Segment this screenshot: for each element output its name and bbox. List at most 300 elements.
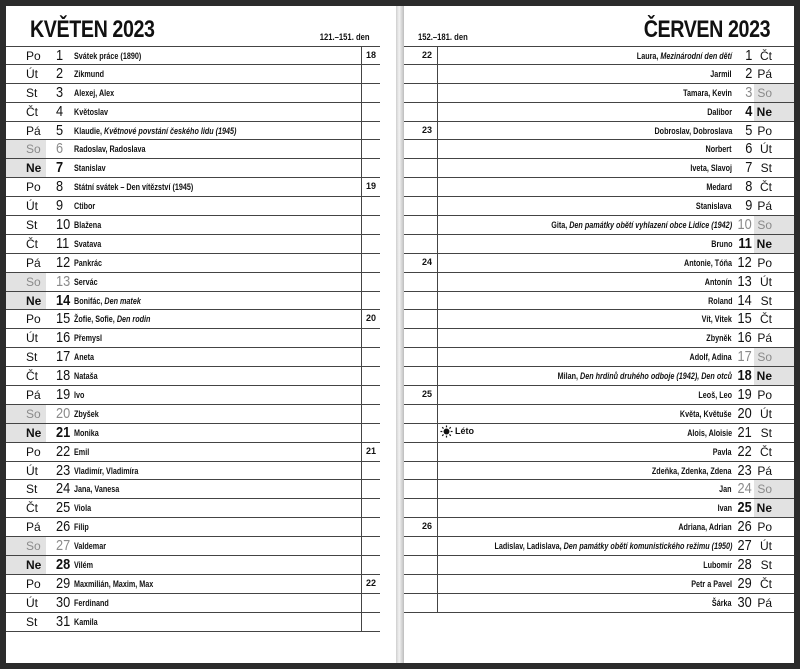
column-divider (361, 537, 362, 555)
day-row (6, 310, 380, 329)
name-day-text: Antonie, Tóňa (684, 257, 732, 268)
day-row (6, 613, 380, 632)
name-day-text: Monika (74, 427, 99, 438)
day-row (404, 329, 794, 348)
name-day-text: Bonifác, Den matek (74, 295, 141, 306)
column-divider (361, 556, 362, 574)
week-number: 23 (422, 124, 433, 135)
day-row (404, 424, 794, 443)
day-row (404, 518, 794, 537)
day-row (404, 386, 794, 405)
day-number: 17 (737, 348, 752, 366)
column-divider (437, 197, 438, 215)
column-divider (437, 594, 438, 612)
column-divider (437, 103, 438, 121)
name-day-text: Roland (707, 295, 732, 306)
name-day-text: Stanislav (74, 163, 106, 174)
day-number: 24 (56, 480, 71, 498)
week-number: 21 (366, 445, 377, 456)
column-divider (361, 47, 362, 64)
weekday-label: Út (760, 274, 772, 289)
day-number: 10 (737, 216, 752, 234)
day-range: 152.–181. den (418, 32, 468, 42)
weekday-label: Čt (26, 104, 38, 119)
day-number: 9 (744, 197, 752, 215)
weekday-label: St (760, 425, 772, 440)
day-number: 13 (56, 272, 71, 290)
weekday-label: Út (26, 199, 38, 214)
name-day-text: Valdemar (74, 541, 107, 552)
week-number: 26 (422, 521, 433, 532)
month-title: ČERVEN 2023 (643, 16, 770, 43)
day-number: 22 (737, 442, 752, 460)
day-row (404, 159, 794, 178)
weekday-label: Čt (760, 312, 772, 327)
column-divider (437, 405, 438, 423)
day-row (6, 367, 380, 386)
week-number: 18 (366, 50, 377, 60)
name-day-text: Vladimír, Vladimíra (74, 465, 139, 476)
column-divider (361, 405, 362, 423)
day-number: 6 (56, 140, 64, 158)
weekday-label: So (26, 274, 41, 289)
day-row (6, 122, 380, 141)
weekday-label: Čt (760, 180, 772, 195)
weekday-label: Pá (757, 66, 772, 81)
weekday-label: Út (760, 406, 772, 421)
name-day-text: Radoslav, Radoslava (74, 144, 146, 155)
day-row (6, 84, 380, 103)
weekday-label: Pá (757, 331, 772, 346)
day-number: 23 (737, 461, 752, 479)
day-number: 16 (56, 329, 71, 347)
day-row (6, 46, 380, 65)
column-divider (361, 254, 362, 272)
column-divider (361, 518, 362, 536)
day-number: 16 (737, 329, 752, 347)
column-divider (361, 594, 362, 612)
name-day-text: Blažena (74, 220, 102, 231)
name-day-text: Medard (706, 182, 732, 193)
weekday-label: Čt (760, 49, 772, 63)
week-number: 25 (422, 389, 433, 400)
book-gutter (396, 6, 404, 663)
name-day-text: Norbert (705, 144, 732, 155)
day-number: 11 (56, 234, 70, 252)
sun-icon (440, 425, 453, 438)
day-row (6, 480, 380, 499)
name-day-text: Klaudie, Květnové povstání českého lidu (1945) (74, 125, 237, 136)
column-divider (437, 462, 438, 480)
day-row (6, 386, 380, 405)
day-row (6, 103, 380, 122)
name-day-text: Milan, Den hrdinů druhého odboje (1942), Den otců (557, 371, 732, 382)
weekday-label: Út (760, 142, 772, 157)
weekday-label: Út (26, 331, 38, 346)
name-day-text: Vilém (74, 560, 94, 571)
day-row (6, 235, 380, 254)
day-number: 29 (737, 574, 752, 592)
column-divider (361, 613, 362, 631)
column-divider (437, 537, 438, 555)
day-number: 26 (56, 518, 71, 536)
day-row (404, 443, 794, 462)
name-day-text: Ctibor (74, 201, 96, 212)
day-number: 21 (56, 423, 71, 441)
day-row (6, 197, 380, 216)
day-row (6, 292, 380, 311)
name-day-text: Květoslav (74, 106, 109, 117)
column-divider (361, 480, 362, 498)
day-row (404, 178, 794, 197)
name-day-text: Stanislava (696, 201, 732, 212)
column-divider (437, 254, 438, 272)
weekday-label: Po (26, 576, 41, 591)
day-row (6, 594, 380, 613)
name-day-text: Zikmund (74, 68, 104, 79)
column-divider (437, 518, 438, 536)
column-divider (361, 386, 362, 404)
day-number: 27 (56, 537, 71, 555)
weekday-label: Po (757, 123, 772, 138)
column-divider (361, 65, 362, 83)
day-number: 23 (56, 461, 71, 479)
name-day-text: Žofie, Sofie, Den rodin (74, 314, 151, 325)
day-row (404, 575, 794, 594)
day-row (404, 480, 794, 499)
day-number: 8 (56, 178, 64, 196)
day-number: 19 (56, 386, 71, 404)
weekday-label: So (26, 539, 41, 554)
column-divider (437, 556, 438, 574)
day-row (404, 235, 794, 254)
weekday-label: Pá (757, 595, 772, 610)
name-day-text: Ivan (717, 503, 732, 514)
column-divider (361, 367, 362, 385)
name-day-text: Květa, Květuše (680, 408, 732, 419)
day-number: 4 (744, 102, 752, 120)
day-row (404, 140, 794, 159)
weekday-label: Út (760, 539, 772, 554)
day-row (6, 462, 380, 481)
column-divider (361, 103, 362, 121)
day-number: 5 (56, 121, 64, 139)
name-day-text: Šárka (712, 597, 732, 608)
day-row (6, 348, 380, 367)
weekday-label: Ne (26, 293, 42, 308)
column-divider (437, 65, 438, 83)
weekday-label: So (757, 85, 772, 100)
week-number: 24 (422, 256, 433, 267)
week-number: 19 (366, 181, 377, 192)
day-row (404, 122, 794, 141)
day-row (6, 178, 380, 197)
day-number: 27 (737, 537, 752, 555)
day-number: 31 (56, 612, 71, 630)
day-number: 12 (56, 253, 71, 271)
day-number: 20 (737, 404, 752, 422)
column-divider (361, 216, 362, 234)
name-day-text: Viola (74, 503, 92, 514)
column-divider (437, 178, 438, 196)
name-day-text: Antonín (704, 276, 732, 287)
name-day-text: Pankrác (74, 257, 103, 268)
day-number: 10 (56, 216, 71, 234)
name-day-text: Státní svátek – Den vítězství (1945) (74, 182, 194, 193)
day-number: 8 (744, 178, 752, 196)
day-row (404, 556, 794, 575)
name-day-text: Dalibor (707, 106, 732, 117)
day-number: 22 (56, 442, 71, 460)
day-row (6, 65, 380, 84)
name-day-text: Adriana, Adrian (678, 522, 732, 533)
right-page-june (404, 6, 794, 663)
day-row (6, 140, 380, 159)
column-divider (437, 443, 438, 461)
column-divider (361, 424, 362, 442)
day-row (404, 46, 794, 65)
left-page-may (6, 6, 396, 663)
name-day-text: Svátek práce (1890) (74, 51, 142, 61)
day-row (6, 254, 380, 273)
weekday-label: St (760, 161, 772, 176)
day-row (6, 518, 380, 537)
name-day-text: Ferdinand (74, 597, 109, 608)
day-number: 30 (56, 593, 71, 611)
day-row (6, 405, 380, 424)
day-number: 4 (56, 102, 64, 120)
day-row (6, 575, 380, 594)
column-divider (437, 310, 438, 328)
day-row (404, 405, 794, 424)
day-number: 7 (56, 159, 64, 177)
column-divider (361, 575, 362, 593)
day-row (404, 348, 794, 367)
day-number: 13 (737, 272, 752, 290)
column-divider (437, 159, 438, 177)
column-divider (361, 292, 362, 310)
day-row (6, 443, 380, 462)
day-number: 6 (744, 140, 752, 158)
day-number: 11 (738, 234, 752, 252)
name-day-text: Zdeňka, Zdenka, Zdena (652, 465, 732, 476)
weekday-label: Po (26, 180, 41, 195)
weekday-label: So (757, 218, 772, 233)
name-day-text: Přemysl (74, 333, 103, 344)
day-number: 25 (737, 499, 752, 517)
day-row (404, 367, 794, 386)
column-divider (437, 292, 438, 310)
weekday-label: Ne (26, 161, 42, 176)
name-day-text: Laura, Mezinárodní den dětí (636, 51, 732, 61)
day-row (6, 537, 380, 556)
name-day-text: Leoš, Leo (698, 390, 732, 401)
day-number: 17 (56, 348, 71, 366)
day-number: 5 (744, 121, 752, 139)
day-number: 18 (56, 367, 71, 385)
column-divider (361, 462, 362, 480)
day-number: 14 (737, 291, 752, 309)
column-divider (361, 329, 362, 347)
column-divider (437, 329, 438, 347)
day-row (6, 216, 380, 235)
name-day-text: Jan (719, 484, 732, 495)
day-row (404, 292, 794, 311)
weekday-label: Út (26, 595, 38, 610)
day-number: 25 (56, 499, 71, 517)
day-number: 15 (737, 310, 752, 328)
name-day-text: Adolf, Adina (689, 352, 732, 363)
name-day-text: Alois, Aloisie (687, 427, 732, 438)
name-day-text: Tamara, Kevin (683, 87, 732, 98)
day-number: 1 (56, 47, 64, 64)
day-number: 12 (737, 253, 752, 271)
column-divider (437, 273, 438, 291)
name-day-text: Aneta (74, 352, 95, 363)
name-day-text: Filip (74, 522, 89, 533)
column-divider (361, 499, 362, 517)
column-divider (361, 122, 362, 140)
name-day-text: Servác (74, 276, 98, 287)
day-range: 121.–151. den (320, 32, 370, 42)
name-day-text: Kamila (74, 616, 98, 627)
weekday-label: Čt (26, 369, 38, 384)
weekday-label: Pá (757, 199, 772, 214)
weekday-label: Po (757, 388, 772, 403)
column-divider (437, 122, 438, 140)
column-divider (361, 84, 362, 102)
column-divider (361, 140, 362, 158)
day-row (404, 273, 794, 292)
day-row (404, 254, 794, 273)
season-label: Léto (455, 425, 474, 436)
weekday-label: St (26, 218, 38, 233)
day-row (6, 499, 380, 518)
name-day-text: Maxmilián, Maxim, Max (74, 578, 154, 589)
day-number: 14 (56, 291, 71, 309)
day-number: 28 (737, 556, 752, 574)
column-divider (437, 235, 438, 253)
name-day-text: Gita, Den památky obětí vyhlazení obce Lidice (1942) (551, 220, 732, 231)
weekday-label: Po (757, 520, 772, 535)
day-row (404, 84, 794, 103)
weekday-label: Ne (756, 236, 772, 251)
weekday-label: Po (757, 255, 772, 270)
month-title: KVĚTEN 2023 (30, 16, 155, 43)
weekday-label: St (26, 350, 38, 365)
weekday-label: Čt (760, 444, 772, 459)
weekday-label: Čt (26, 236, 38, 251)
day-number: 2 (744, 64, 752, 82)
name-day-text: Jarmil (710, 68, 732, 79)
column-divider (361, 273, 362, 291)
weekday-label: Ne (756, 369, 772, 384)
day-row (404, 537, 794, 556)
weekday-label: St (26, 482, 38, 497)
weekday-label: St (760, 558, 772, 573)
day-row (404, 216, 794, 235)
day-row (404, 499, 794, 518)
day-row (404, 462, 794, 481)
weekday-label: So (26, 142, 41, 157)
day-row (6, 556, 380, 575)
weekday-label: Po (26, 49, 41, 63)
day-row (6, 424, 380, 443)
weekday-label: Pá (757, 463, 772, 478)
column-divider (437, 386, 438, 404)
weekday-label: Pá (26, 520, 41, 535)
weekday-label: Pá (26, 388, 41, 403)
weekday-label: Ne (756, 104, 772, 119)
day-number: 9 (56, 197, 64, 215)
name-day-text: Lubomír (703, 560, 732, 571)
day-row (404, 310, 794, 329)
name-day-text: Pavla (713, 446, 732, 457)
weekday-label: Čt (760, 576, 772, 591)
column-divider (437, 499, 438, 517)
day-number: 1 (744, 47, 752, 64)
column-divider (361, 235, 362, 253)
name-day-text: Ivo (74, 390, 85, 401)
weekday-label: Ne (26, 558, 42, 573)
season-start (440, 425, 474, 438)
day-number: 21 (737, 423, 752, 441)
name-day-text: Vít, Vitek (701, 314, 732, 325)
day-number: 30 (737, 593, 752, 611)
weekday-label: Čt (26, 501, 38, 516)
day-number: 29 (56, 574, 71, 592)
column-divider (361, 178, 362, 196)
weekday-label: Ne (26, 425, 42, 440)
day-row (6, 159, 380, 178)
week-number: 20 (366, 313, 377, 324)
day-number: 2 (56, 64, 64, 82)
weekday-label: Po (26, 444, 41, 459)
day-number: 19 (737, 386, 752, 404)
day-row (404, 103, 794, 122)
name-day-text: Dobroslav, Dobroslava (654, 125, 732, 136)
column-divider (361, 310, 362, 328)
name-day-text: Ladislav, Ladislava, Den památky obětí komunistického režimu (1950) (494, 541, 732, 552)
column-divider (437, 140, 438, 158)
day-row (404, 197, 794, 216)
weekday-label: Ne (756, 501, 772, 516)
day-row (6, 273, 380, 292)
day-row (404, 594, 794, 613)
weekday-label: Pá (26, 255, 41, 270)
column-divider (437, 216, 438, 234)
week-number: 22 (422, 50, 433, 60)
name-day-text: Emil (74, 446, 90, 457)
column-divider (437, 575, 438, 593)
weekday-label: Út (26, 463, 38, 478)
weekday-label: St (26, 85, 38, 100)
weekday-label: So (757, 482, 772, 497)
name-day-text: Zbyšek (74, 408, 99, 419)
day-number: 24 (737, 480, 752, 498)
column-divider (437, 424, 438, 442)
name-day-text: Iveta, Slavoj (690, 163, 732, 174)
weekday-label: St (760, 293, 772, 308)
column-divider (361, 159, 362, 177)
name-day-text: Zbyněk (706, 333, 732, 344)
name-day-text: Petr a Pavel (691, 578, 732, 589)
day-number: 20 (56, 404, 71, 422)
day-number: 3 (744, 83, 752, 101)
column-divider (361, 443, 362, 461)
weekday-label: Po (26, 312, 41, 327)
name-day-text: Nataša (74, 371, 98, 382)
